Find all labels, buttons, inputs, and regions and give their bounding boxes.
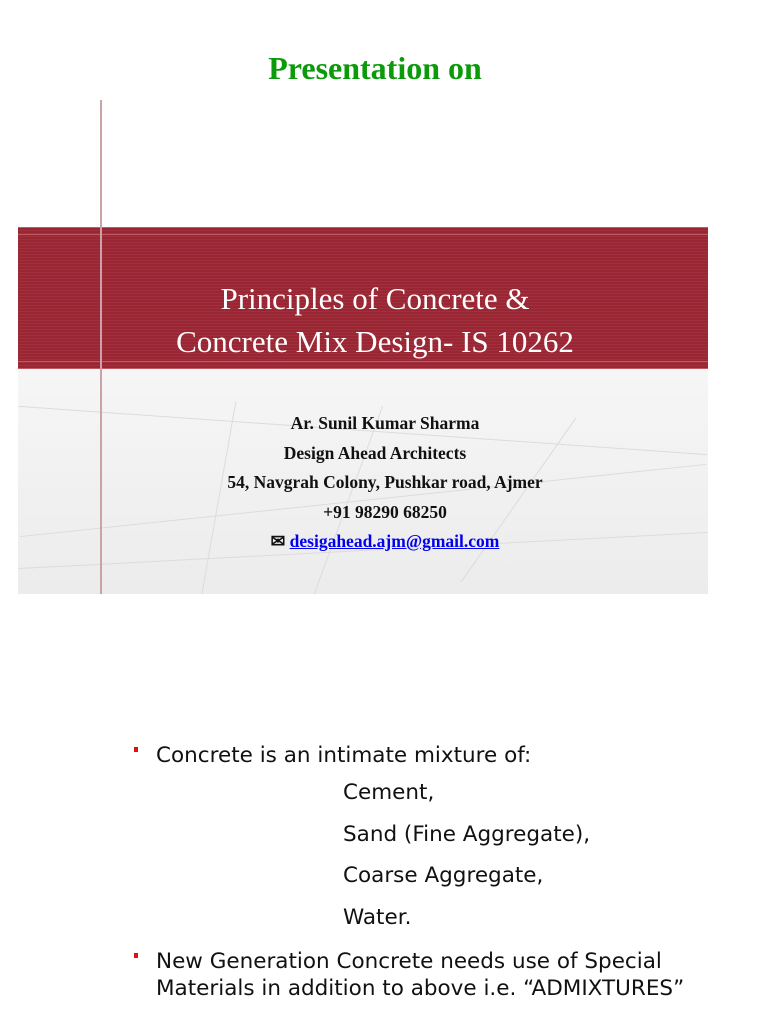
list-item: Cement,: [343, 780, 435, 805]
bullet-item: [130, 948, 750, 1002]
content-slide: [130, 738, 750, 1002]
bullet-marker: [134, 953, 138, 958]
list-item: Water.: [343, 904, 412, 930]
main-title-line-1: Principles of Concrete &: [220, 281, 530, 316]
slide-main-title: [0, 277, 750, 363]
address: 54, Navgrah Colony, Pushkar road, Ajmer: [227, 472, 543, 492]
band-top-stripe: [18, 227, 708, 235]
main-title-line-2: Concrete Mix Design- IS 10262: [176, 324, 574, 359]
bullet-text: Concrete is an intimate mixture of:: [156, 743, 532, 768]
ingredient-list: [130, 772, 750, 938]
bullet-text-line-1: New Generation Concrete needs use of Special: [156, 949, 662, 974]
email-link[interactable]: desigahead.ajm@gmail.com: [289, 531, 500, 551]
author-name: Ar. Sunil Kumar Sharma: [290, 413, 480, 433]
list-item: Coarse Aggregate,: [343, 863, 544, 888]
author-info: [0, 409, 768, 557]
bullet-marker: [134, 747, 138, 752]
list-item: Sand (Fine Aggregate),: [343, 821, 591, 847]
email-line: [0, 527, 768, 557]
firm-name: Design Ahead Architects: [283, 442, 467, 463]
phone-number: +91 98290 68250: [323, 501, 447, 522]
envelope-icon: ✉: [270, 531, 286, 551]
bullet-item: [130, 742, 750, 769]
bullet-text-line-2: Materials in addition to above i.e. “ADMIXTURES”: [156, 976, 685, 1001]
slide-subtitle: Presentation on: [268, 50, 482, 86]
